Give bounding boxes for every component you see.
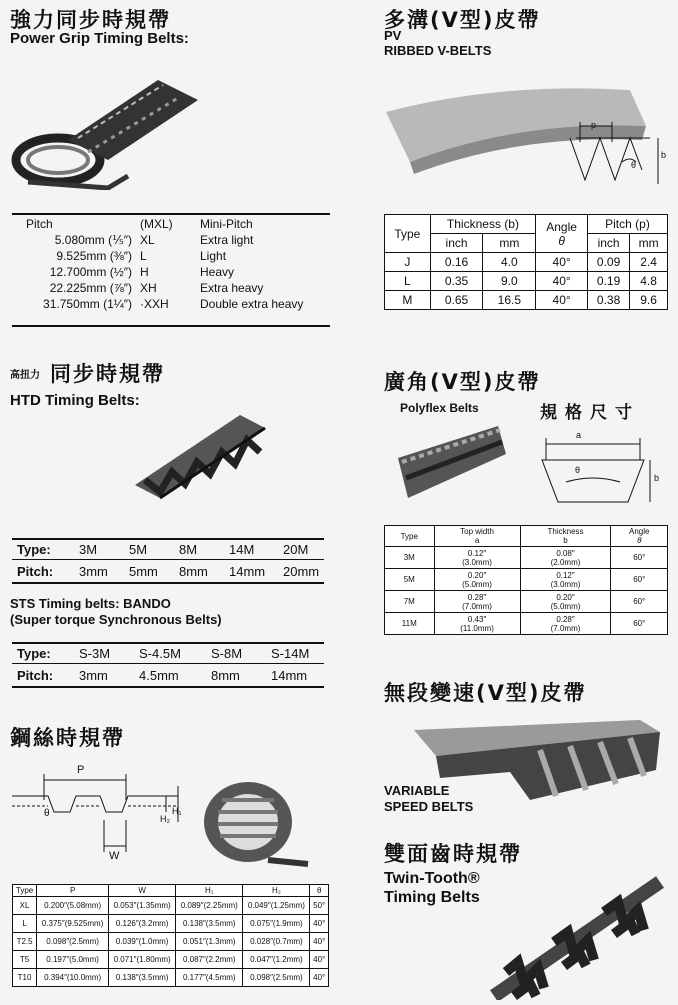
htd-pitch-label: Pitch: [17,564,54,579]
htd-pitch: 20mm [283,564,320,579]
pv-angle-symbol: θ [558,233,565,248]
wa-value: 0.28″ [556,614,575,624]
steel-cell: 40° [310,969,329,987]
pg-cell: 12.700mm (½″) [49,265,132,279]
pv-cell: 9.0 [483,272,536,291]
steel-cell: 0.049″(1.25mm) [243,897,310,915]
pv-belt-diagram [380,62,670,202]
steel-label-h2: H₂ [160,814,170,824]
sts-type: S-3M [79,646,111,661]
table-row [22,248,307,264]
steel-cell: 0.138″(3.5mm) [176,915,243,933]
htd-pitch: 3mm [79,564,108,579]
steel-header: H₂ [243,885,310,897]
wide-angle-title-cn: 廣角(V型)皮帶 [384,370,541,394]
pv-cell: J [385,253,431,272]
sts-type: S-14M [271,646,310,661]
table-row [385,613,668,635]
wide-angle-belt-diagram [388,418,670,518]
steel-label-h1: H₁ [172,806,182,816]
table-row [13,933,329,951]
htd-prefix: 高扭力 [10,370,40,381]
wa-value-mm: (2.0mm) [550,557,581,567]
wa-value-mm: (11.0mm) [460,623,494,633]
pg-cell: 31.750mm (1¼″) [43,297,132,311]
sts-type: S-4.5M [139,646,181,661]
sts-title-1: STS Timing belts: BANDO [10,596,171,611]
wa-cell: 7M [385,591,435,613]
power-grip-top-rule [12,213,330,215]
htd-type: 8M [179,542,198,557]
pv-cell: M [385,291,431,310]
wa-value: 0.12″ [467,548,487,558]
steel-header: H₁ [176,885,243,897]
pv-title-cn: 多溝(V型)皮帶 [384,8,541,32]
table-row [22,280,307,296]
wa-header-label: Angle [629,527,650,536]
steel-cell: 40° [310,951,329,969]
twin-sub1: Twin-Tooth® [384,870,480,887]
htd-table [16,541,309,558]
steel-cell: 0.098″(2.5mm) [243,969,310,987]
steel-label-theta: θ [44,808,50,819]
table-row [385,291,668,310]
wa-header-angle [611,526,668,547]
wa-cell: 60° [611,591,668,613]
steel-cell: 0.200″(5.08mm) [37,897,109,915]
steel-cell: T5 [13,951,37,969]
steel-cell: 0.197″(5.0mm) [37,951,109,969]
wa-value: 0.12″ [556,570,575,580]
wa-cell: 5M [385,569,435,591]
pg-cell: Extra light [200,233,254,247]
pv-sub2: RIBBED V-BELTS [384,43,492,58]
twin-title-cn: 雙面齒時規帶 [384,842,522,866]
steel-cell: 0.028″(0.7mm) [243,933,310,951]
htd-mid-rule [12,559,324,560]
steel-cell: T2.5 [13,933,37,951]
pg-cell: L [140,249,147,263]
wa-header-thickness [520,526,611,547]
pv-cell: 16.5 [483,291,536,310]
htd-pitch-table [16,563,320,580]
htd-pitch: 14mm [229,564,266,579]
pg-cell: Double extra heavy [200,297,304,311]
table-row [385,253,668,272]
htd-type-label: Type: [17,542,51,557]
power-grip-title-en: Power Grip Timing Belts: [10,30,189,47]
steel-cell: 0.138″(3.5mm) [109,969,176,987]
steel-header: Type [13,885,37,897]
pv-cell: 0.19 [587,272,629,291]
wa-value: 0.28″ [467,592,487,602]
sts-pitch: 3mm [79,668,108,683]
pv-cell: 0.09 [587,253,629,272]
sts-pitch: 14mm [271,668,308,683]
htd-type: 5M [129,542,148,557]
pv-unit: inch [587,234,629,253]
wa-cell [434,547,520,569]
steel-title-cn: 鋼絲時規帶 [10,726,125,750]
pv-cell: 40° [536,291,588,310]
sts-pitch-table [16,667,308,684]
wa-header-sub: θ [637,536,642,545]
htd-title-cn: 同步時規帶 [50,362,165,386]
wide-label-a: a [576,430,582,440]
wa-cell [520,547,611,569]
wa-cell: 11M [385,613,435,635]
steel-cell: 40° [310,915,329,933]
pg-cell: Extra heavy [200,281,264,295]
sts-pitch: 4.5mm [139,668,179,683]
wa-cell [520,569,611,591]
wa-cell: 3M [385,547,435,569]
steel-cell: 0.098″(2.5mm) [37,933,109,951]
pv-unit: mm [483,234,536,253]
wa-value-mm: (7.0mm) [550,623,581,633]
table-row [385,272,668,291]
wa-cell [434,569,520,591]
wa-value-mm: (5.0mm) [462,579,492,589]
pv-cell: 0.16 [430,253,483,272]
pv-cell: 2.4 [630,253,668,272]
steel-cell: 0.126″(3.2mm) [109,915,176,933]
variable-sub1: VARIABLE [384,783,450,798]
steel-table [12,884,329,987]
steel-cell: 0.075″(1.9mm) [243,915,310,933]
wa-value: 0.43″ [467,614,487,624]
pg-cell: H [140,265,149,279]
pv-label-theta: θ [631,160,637,170]
pv-cell: 0.35 [430,272,483,291]
pv-label-b: b [661,150,667,160]
steel-cell: T10 [13,969,37,987]
wa-value-mm: (5.0mm) [550,601,581,611]
wa-cell [520,613,611,635]
pv-cell: 9.6 [630,291,668,310]
wa-header-sub: b [563,536,568,545]
pg-cell: Light [200,249,227,263]
htd-bottom-rule [12,582,324,584]
wide-angle-table [384,525,668,635]
variable-title-cn: 無段變速(V型)皮帶 [384,681,587,705]
steel-cell: 0.177″(4.5mm) [176,969,243,987]
table-row [13,897,329,915]
power-grip-table [22,216,307,312]
wide-label-b: b [654,473,660,483]
pg-cell: 5.080mm (⅕″) [54,233,132,247]
table-row [13,951,329,969]
wa-header-label: Thickness [547,527,584,536]
steel-cell: 0.071″(1.80mm) [109,951,176,969]
pv-label-p: p [591,120,597,130]
htd-type: 14M [229,542,255,557]
pg-cell: Heavy [200,265,235,279]
pv-unit: inch [430,234,483,253]
wa-cell [434,591,520,613]
steel-cell: 0.375″(9.525mm) [37,915,109,933]
steel-cell: 0.394″(10.0mm) [37,969,109,987]
steel-header: P [37,885,109,897]
wa-value: 0.20″ [467,570,487,580]
pv-unit: mm [630,234,668,253]
wide-angle-spec-cn: 規格尺寸 [540,403,640,423]
steel-cell: 50° [310,897,329,915]
variable-sub2: SPEED BELTS [384,799,474,814]
wa-value-mm: (3.0mm) [462,557,492,567]
steel-cell: 0.051″(1.3mm) [176,933,243,951]
sts-mid-rule [12,663,324,664]
wa-header-top-width [434,526,520,547]
sts-pitch-label: Pitch: [17,668,54,683]
steel-cell: 0.039″(1.0mm) [109,933,176,951]
power-grip-belt-image [8,60,208,190]
table-row [22,264,307,280]
wa-cell: 60° [611,547,668,569]
pv-header-angle [536,215,588,253]
wide-angle-sub: Polyflex Belts [400,401,479,415]
table-row [385,569,668,591]
wa-cell: 60° [611,613,668,635]
wa-header: Type [385,526,435,547]
pv-cell: 40° [536,253,588,272]
steel-cell: 40° [310,933,329,951]
pv-sub1: PV [384,28,402,43]
power-grip-bottom-rule [12,325,330,327]
pv-cell: 0.38 [587,291,629,310]
wa-header-sub: a [474,536,480,545]
wa-cell: 60° [611,569,668,591]
pv-table [384,214,668,310]
pg-header-pitch: Pitch [26,217,53,231]
htd-type: 20M [283,542,309,557]
htd-pitch: 5mm [129,564,158,579]
wa-value: 0.20″ [556,592,575,602]
sts-top-rule [12,642,324,644]
twin-sub2: Timing Belts [384,889,480,906]
table-row [22,232,307,248]
htd-belt-image [130,400,270,510]
table-row [22,296,307,312]
htd-top-rule [12,538,324,540]
pv-cell: 4.0 [483,253,536,272]
steel-cell: 0.089″(2.25mm) [176,897,243,915]
steel-cell: 0.053″(1.35mm) [109,897,176,915]
pv-cell: 40° [536,272,588,291]
pv-angle-label: Angle [546,219,577,234]
wide-label-theta: θ [575,465,581,475]
wa-header-label: Top width [460,527,494,536]
pv-header-pitch: Pitch (p) [587,215,667,234]
pg-cell: 22.225mm (⅞″) [49,281,132,295]
table-row [13,969,329,987]
htd-type: 3M [79,542,98,557]
steel-cell: XL [13,897,37,915]
steel-cell: 0.047″(1.2mm) [243,951,310,969]
htd-pitch: 8mm [179,564,208,579]
steel-label-p: P [77,764,85,776]
steel-header: W [109,885,176,897]
pg-cell: 9.525mm (⅜″) [56,249,132,263]
power-grip-title-cn: 強力同步時規帶 [10,8,171,32]
sts-table [16,645,310,662]
pv-cell: 4.8 [630,272,668,291]
table-row [385,547,668,569]
pv-header-thickness: Thickness (b) [430,215,536,234]
sts-type-label: Type: [17,646,51,661]
wa-value: 0.08″ [556,548,575,558]
htd-title-en: HTD Timing Belts: [10,392,140,409]
pg-header-mxl: (MXL) [140,217,173,231]
pg-cell: ·XXH [140,297,169,311]
table-row [13,915,329,933]
steel-cell: L [13,915,37,933]
steel-label-w: W [109,850,120,862]
sts-pitch: 8mm [211,668,240,683]
pv-header-type: Type [385,215,431,253]
table-row [385,591,668,613]
wa-value-mm: (3.0mm) [550,579,581,589]
pv-cell: L [385,272,431,291]
steel-cell: 0.087″(2.2mm) [176,951,243,969]
sts-bottom-rule [12,686,324,688]
sts-title-2: (Super torque Synchronous Belts) [10,612,222,627]
pv-cell: 0.65 [430,291,483,310]
pg-cell: XH [140,281,157,295]
sts-type: S-8M [211,646,243,661]
pg-cell: XL [140,233,155,247]
wa-value-mm: (7.0mm) [462,601,492,611]
steel-header: θ [310,885,329,897]
pg-header-mini: Mini-Pitch [200,217,253,231]
wa-cell [434,613,520,635]
twin-belt-image [484,872,670,1000]
wa-cell [520,591,611,613]
